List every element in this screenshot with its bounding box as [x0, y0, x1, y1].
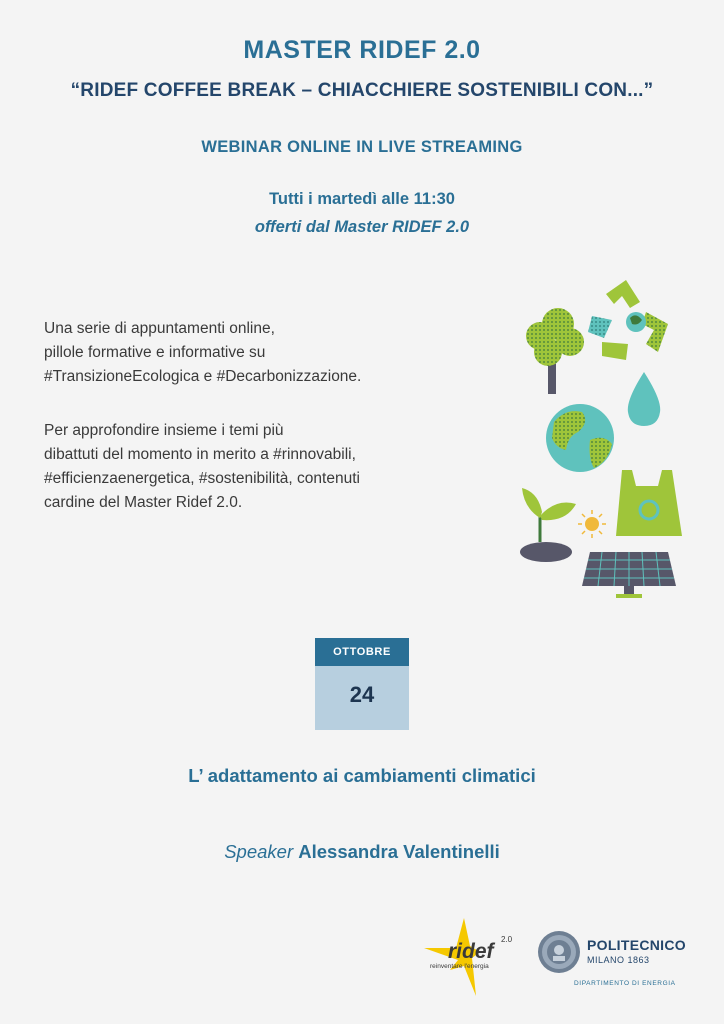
speaker-name: Alessandra Valentinelli — [298, 841, 500, 862]
description-line: Per approfondire insieme i temi più — [44, 422, 284, 439]
schedule-text: Tutti i martedì alle 11:30 — [269, 190, 455, 208]
webinar-heading: WEBINAR ONLINE IN LIVE STREAMING — [201, 138, 523, 156]
politecnico-name: POLITECNICO — [587, 937, 686, 953]
recycle-icon — [588, 280, 668, 360]
description-paragraph-1 — [44, 317, 514, 389]
eco-bag-icon — [616, 470, 682, 536]
politecnico-seal-icon — [537, 930, 581, 974]
sprout-icon — [520, 488, 576, 562]
ridef-wordmark: ridef — [448, 940, 494, 963]
description-line: pillole formative e informative su — [44, 344, 266, 361]
politecnico-subtitle: MILANO 1863 — [587, 955, 650, 965]
ridef-logo — [420, 918, 520, 1000]
tree-icon — [526, 308, 584, 394]
event-month: OTTOBRE — [315, 638, 409, 666]
description-line: cardine del Master Ridef 2.0. — [44, 494, 243, 511]
speaker-label: Speaker — [224, 841, 294, 862]
description-line: #efficienzaenergetica, #sostenibilità, contenuti — [44, 470, 360, 487]
sun-icon — [578, 510, 606, 538]
speaker-line — [0, 841, 724, 863]
event-topic: L’ adattamento ai cambiamenti climatici — [188, 765, 536, 786]
ridef-tagline: reinventare l'energia — [430, 963, 489, 970]
description-line: #TransizioneEcologica e #Decarbonizzazione. — [44, 368, 362, 385]
page-title: MASTER RIDEF 2.0 — [243, 36, 481, 64]
offered-text: offerti dal Master RIDEF 2.0 — [254, 218, 470, 236]
description-paragraph-2 — [44, 419, 514, 515]
politecnico-department: DIPARTIMENTO DI ENERGIA — [574, 980, 676, 987]
ridef-version: 2.0 — [501, 935, 513, 944]
solar-panel-icon — [582, 552, 676, 598]
water-drop-icon — [628, 372, 660, 426]
event-date-calendar — [315, 638, 409, 730]
globe-icon — [546, 404, 614, 472]
eco-illustration — [518, 272, 694, 608]
page-subtitle: “RIDEF COFFEE BREAK – CHIACCHIERE SOSTENIBILI CON...” — [70, 80, 654, 101]
description-line: Una serie di appuntamenti online, — [44, 320, 275, 337]
description-line: dibattuti del momento in merito a #rinnovabili, — [44, 446, 356, 463]
event-day: 24 — [315, 666, 409, 730]
